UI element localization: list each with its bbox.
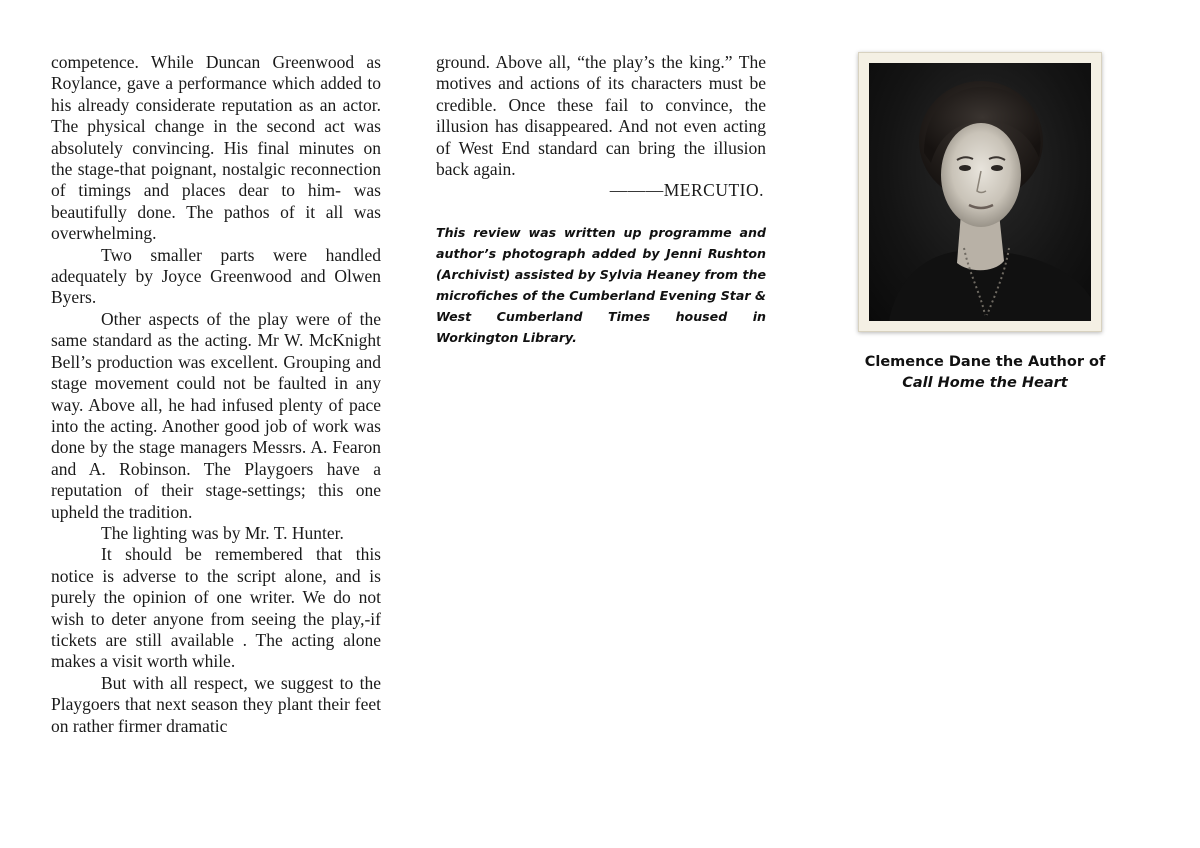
paragraph-3: Other aspects of the play were of the same standard as the acting. Mr W. McKnight Bell’s production was excellent. Grouping and stage movement could not be faulted in any way. Above all, he had infused plenty of pace into the acting. Another good job of work was done by the stage managers Messrs. A. Fearon and A. Robinson. The Playgoers have a reputation of their stage-settings; this one upheld the tradition. <box>51 308 381 522</box>
paragraph-5: It should be remembered that this notice is adverse to the script alone, and is purely the opinion of one writer. We do not wish to deter anyone from seeing the play,-if tickets are still available . The acting alone makes a visit worth while. <box>51 544 381 672</box>
paragraph-4: The lighting was by Mr. T. Hunter. <box>101 522 344 543</box>
paragraph-6: But with all respect, we suggest to the Playgoers that next season they plant their feet on rather firmer dramatic <box>51 672 381 736</box>
photo-caption <box>858 352 1112 394</box>
review-column-left <box>51 52 381 737</box>
author-photo <box>869 63 1091 321</box>
paragraph-1: competence. While Duncan Greenwood as Roylance, gave a performance which added to his already considerate reputation as an actor. The physical change in the second act was absolutely convincing. His final minutes on the stage-that poignant, nostalgic reconnection of timings and places dear to him- was beautifully done. The pathos of it all was overwhelming. <box>51 52 381 244</box>
signature: ———MERCUTIO. <box>609 180 764 201</box>
review-column-middle <box>436 52 766 202</box>
archivist-note: This review was written up programme and author’s photograph added by Jenni Rushton (Archivist) assisted by Sylvia Heaney from the microfiches of the Cumberland Evening Star & West Cumberland Times housed in Workington Library. <box>436 225 766 345</box>
paragraph-2: Two smaller parts were handled adequately by Joyce Greenwood and Olwen Byers. <box>51 244 381 308</box>
author-photo-frame <box>858 52 1102 332</box>
paragraph-7: ground. Above all, “the play’s the king.” The motives and actions of its characters must be credible. Once these fail to convince, the illusion has disappeared. And not even acting of West End standard can bring the illusion back again. <box>436 52 766 180</box>
portrait-image-icon <box>869 63 1091 321</box>
caption-line-2: Call Home the Heart <box>902 375 1068 391</box>
caption-line-1: Clemence Dane the Author of <box>864 354 1106 370</box>
